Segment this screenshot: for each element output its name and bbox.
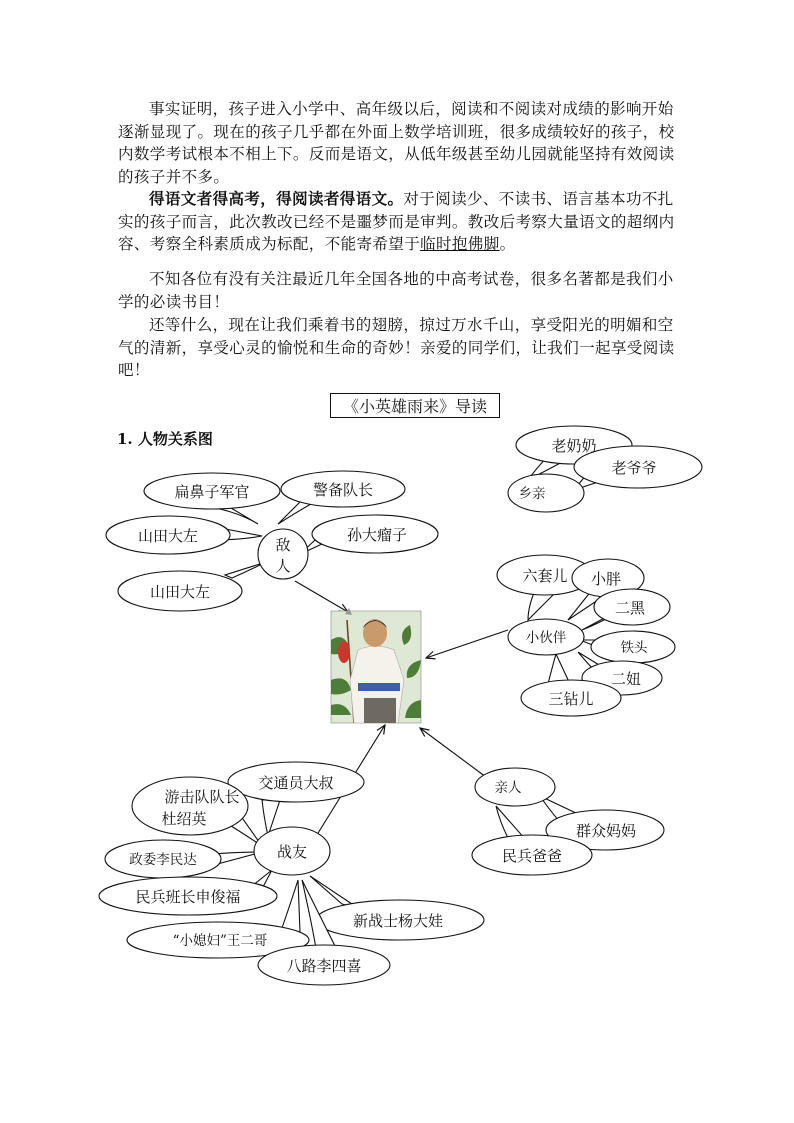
paragraph-2-bold: 得语文者得高考，得阅读者得语文。: [149, 189, 404, 208]
comrade-li-sixi: 八路李四喜: [286, 957, 362, 975]
enemy-hub-char-2: 人: [275, 557, 291, 575]
comrade-6-tail: [282, 880, 300, 932]
friend-sanzuaner: 三钻儿: [548, 690, 594, 708]
comrade-guerrilla-captain: 游击队队长: [164, 788, 240, 806]
comrade-courier: 交通员大叔: [258, 774, 334, 792]
comrade-new-soldier: 新战士杨大娃: [352, 912, 444, 930]
friend-liutaoer: 六套儿: [522, 567, 568, 585]
enemy-4: 孙大瘤子: [346, 526, 408, 544]
paragraph-2-text: 对于阅读少、不读书、语言基本功不扎实的孩子而言，此次教改已经不是噩梦而是审判。教改后考察大量语文的超纲内容、考察全科素质成为标配，不能寄希望于: [118, 190, 675, 253]
paragraph-4: 还等什么，现在让我们乘着书的翅膀，掠过万水千山，享受阳光的明媚和空气的清新，享受心灵的愉悦和生命的奇妙！亲爱的同学们，让我们一起享受阅读吧！: [118, 316, 675, 379]
villager-grandpa: 老爷爷: [611, 459, 657, 477]
family-hub-label: 亲人: [494, 780, 522, 796]
friend-xiaopang: 小胖: [590, 570, 622, 588]
friend-6-tail: [548, 654, 570, 684]
comrades-cluster: [99, 762, 484, 985]
paragraph-2-underlined: 临时抱佛脚: [420, 235, 500, 253]
comrade-wang-erge: “小媳妇”王二哥: [172, 933, 268, 949]
family-father: 民兵爸爸: [501, 847, 563, 865]
portrait-face: [363, 619, 387, 647]
comrade-militia-leader: 民兵班长申俊福: [135, 888, 241, 906]
family-mother: 群众妈妈: [575, 822, 637, 840]
paragraph-1: 事实证明，孩子进入小学中、高年级以后，阅读和不阅读对成绩的影响开始逐渐显现了。现在的孩子几乎都在外面上数学培训班，很多成绩较好的孩子，校内数学考试根本不相上下。反而是语文，从低年级甚至幼儿园就能坚持有效阅读的孩子并不多。: [118, 100, 675, 186]
friends-hub-label: 小伙伴: [525, 630, 567, 646]
portrait-spear-tassel: [338, 641, 350, 663]
enemy-1: 扁鼻子军官: [174, 483, 250, 501]
arrow-enemy: [295, 581, 348, 612]
enemy-hub-char-1: 敌: [275, 536, 291, 554]
friend-erhei: 二黑: [614, 599, 646, 617]
arrow-family: [420, 728, 490, 780]
enemy-2: 警备队长: [312, 481, 374, 499]
paragraph-3: 不知各位有没有关注最近几年全国各地的中高考试卷，很多名著都是我们小学的必读书目！: [118, 270, 674, 311]
portrait-sash: [358, 683, 400, 691]
guide-title: 《小英雄雨来》导读: [330, 393, 500, 418]
villager-grandma: 老奶奶: [551, 437, 597, 455]
yulai-portrait: [331, 608, 421, 723]
friend-tietou: 铁头: [620, 640, 648, 656]
section-heading: 1. 人物关系图: [117, 430, 213, 448]
portrait-trousers: [364, 698, 396, 723]
paragraph-2-end: 。: [499, 235, 516, 253]
comrade-commissar: 政委李民达: [129, 852, 197, 868]
comrade-du-shaoying: 杜绍英: [161, 810, 207, 828]
enemy-5: 山田大左: [149, 583, 211, 601]
arrow-friends: [426, 630, 508, 658]
enemy-3: 山田大左: [137, 527, 199, 545]
villager-folks: 乡亲: [518, 486, 546, 502]
friend-erniu: 二妞: [610, 670, 642, 688]
comrades-hub-label: 战友: [276, 843, 308, 861]
